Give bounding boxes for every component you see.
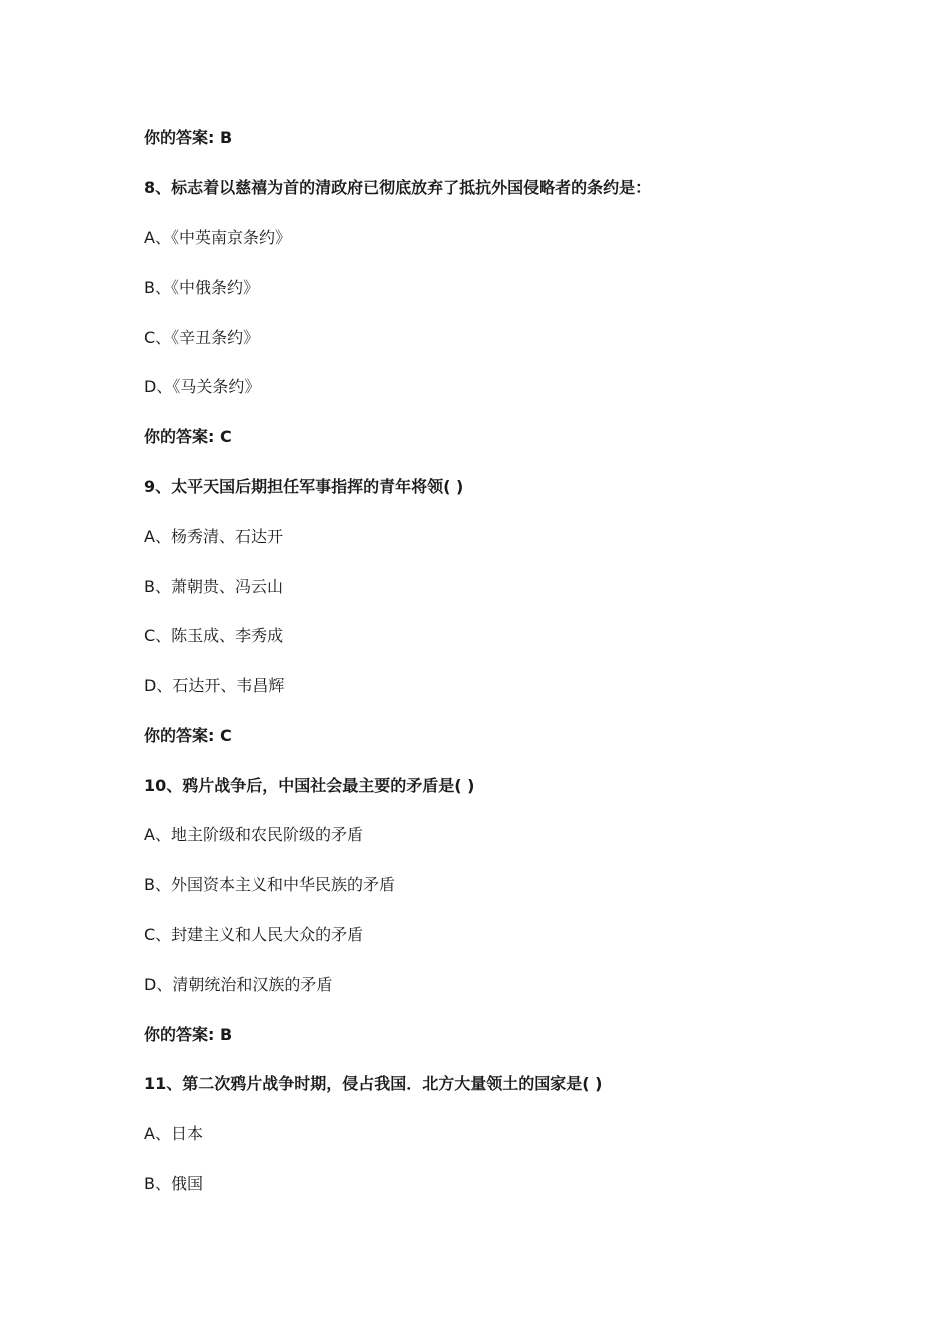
answer-line: 你的答案: B — [144, 1025, 233, 1044]
option-line: C、《辛丑条约》 — [144, 328, 260, 347]
option-line: B、俄国 — [144, 1174, 203, 1193]
question-9: 9、太平天国后期担任军事指挥的青年将领( ) — [144, 477, 464, 496]
question-10: 10、鸦片战争后，中国社会最主要的矛盾是( ) — [144, 776, 475, 795]
option-line: D、石达开、韦昌辉 — [144, 676, 285, 695]
option-line: C、陈玉成、李秀成 — [144, 626, 284, 645]
question-8: 8、标志着以慈禧为首的清政府已彻底放弃了抵抗外国侵略者的条约是： — [144, 178, 652, 197]
option-line: A、地主阶级和农民阶级的矛盾 — [144, 825, 363, 844]
answer-line: 你的答案: B — [144, 128, 233, 147]
option-line: A、杨秀清、石达开 — [144, 527, 283, 546]
option-line: A、日本 — [144, 1124, 203, 1143]
option-line: D、清朝统治和汉族的矛盾 — [144, 975, 333, 994]
option-line: B、萧朝贵、冯云山 — [144, 577, 283, 596]
option-line: B、外国资本主义和中华民族的矛盾 — [144, 875, 395, 894]
option-line: D、《马关条约》 — [144, 377, 261, 396]
option-line: B、《中俄条约》 — [144, 278, 259, 297]
option-line: C、封建主义和人民大众的矛盾 — [144, 925, 364, 944]
option-line: A、《中英南京条约》 — [144, 228, 291, 247]
answer-line: 你的答案: C — [144, 427, 232, 446]
question-11: 11、第二次鸦片战争时期，侵占我国．北方大量领土的国家是( ) — [144, 1074, 603, 1093]
answer-line: 你的答案: C — [144, 726, 232, 745]
